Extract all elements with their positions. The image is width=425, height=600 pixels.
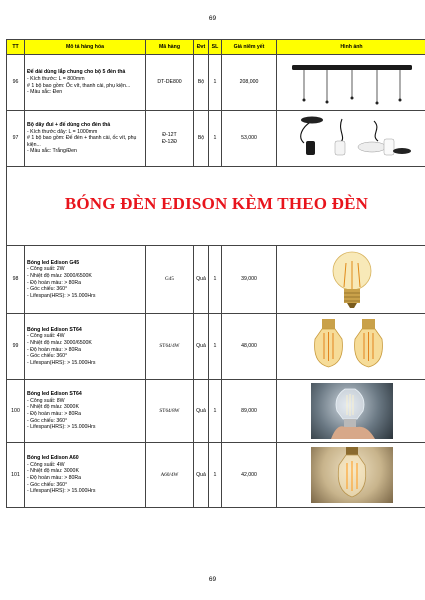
row-spec: - Lifespan(HRS): > 15.000Hrs	[27, 359, 96, 366]
row-title: Để dài dùng lắp chung cho bộ 5 đèn thả	[27, 69, 126, 76]
row-unit: Quả	[194, 443, 209, 508]
row-spec: - Công suất: 4W	[27, 461, 65, 468]
a60-filament-photo-image	[277, 443, 425, 508]
row-qty: 1	[209, 111, 222, 167]
row-code: ST64/8W	[146, 380, 194, 443]
row-qty: 1	[209, 443, 222, 508]
row-unit: Bộ	[194, 111, 209, 167]
row-spec: - Độ hoàn màu: > 80Ra	[27, 279, 82, 286]
header-desc: Mô tả hàng hóa	[25, 40, 146, 55]
table-row	[7, 443, 425, 508]
row-price: 89,000	[222, 380, 277, 443]
page-number-top: 69	[208, 15, 217, 22]
row-title: Bóng led Edison G45	[27, 259, 80, 266]
row-spec: - Lifespan(HRS): > 15.000Hrs	[27, 488, 96, 495]
row-tt: 96	[7, 55, 25, 111]
row-title: Bóng led Edison ST64	[27, 391, 82, 398]
row-tt: 97	[7, 111, 25, 167]
row-spec: # 1 bộ bao gồm: Ốc vít, thanh cài, phụ kiện...	[27, 82, 131, 89]
header-code: Mã hàng	[146, 40, 194, 55]
row-tt: 101	[7, 443, 25, 508]
row-code-2: Đ-12Đ	[162, 138, 177, 145]
row-price: 53,000	[222, 111, 277, 167]
row-spec: # 1 bộ bao gồm: Đế đèn + thanh cài, ốc vít, phụ kiện...	[27, 135, 137, 148]
row-spec: - Màu sắc: Đen	[27, 89, 63, 96]
row-tt: 99	[7, 314, 25, 380]
g45-bulb-image	[277, 246, 425, 314]
row-price: 208,000	[222, 55, 277, 111]
header-unit: Đvt	[194, 40, 209, 55]
row-code: G45	[146, 246, 194, 314]
table-row	[7, 55, 425, 111]
table-row	[7, 314, 425, 380]
row-code: DT-DE800	[146, 55, 194, 111]
row-code: A60/4W	[146, 443, 194, 508]
row-description	[25, 55, 146, 111]
row-spec: - Nhiệt độ màu: 3000K	[27, 404, 79, 411]
row-spec: - Nhiệt độ màu: 3000/6500K	[27, 339, 92, 346]
row-spec: - Công suất: 8W	[27, 397, 65, 404]
row-price: 48,000	[222, 314, 277, 380]
row-unit: Bộ	[194, 55, 209, 111]
row-unit: Quả	[194, 314, 209, 380]
row-tt: 98	[7, 246, 25, 314]
row-qty: 1	[209, 246, 222, 314]
row-spec: - Kích thước: L = 800mm	[27, 75, 85, 82]
header-price: Giá niêm yết	[222, 40, 277, 55]
row-qty: 1	[209, 55, 222, 111]
row-spec: - Góc chiếu: 360°	[27, 353, 68, 360]
row-spec: - Công suất: 4W	[27, 333, 65, 340]
row-tt: 100	[7, 380, 25, 443]
page-number-bottom: 69	[208, 576, 217, 583]
header-tt: TT	[7, 40, 25, 55]
table-header	[7, 40, 425, 55]
row-title: Bộ dây đui + đế dùng cho đèn thả	[27, 122, 111, 129]
row-spec: - Nhiệt độ màu: 3000K	[27, 468, 79, 475]
row-code-1: Đ-12T	[162, 131, 177, 138]
row-code	[146, 111, 194, 167]
row-unit: Quả	[194, 246, 209, 314]
row-spec: - Góc chiếu: 360°	[27, 481, 68, 488]
st64-pair-image	[277, 314, 425, 380]
table-row	[7, 380, 425, 443]
row-description	[25, 314, 146, 380]
header-image: Hình ảnh	[277, 40, 425, 55]
table-row	[7, 246, 425, 314]
row-spec: - Độ hoàn màu: > 80Ra	[27, 475, 82, 481]
row-qty: 1	[209, 314, 222, 380]
row-spec: - Góc chiếu: 360°	[27, 417, 68, 424]
row-title: Bóng led Edison A60	[27, 455, 79, 462]
row-spec: - Công suất: 2W	[27, 266, 65, 273]
section-banner	[7, 167, 425, 246]
row-spec: - Lifespan(HRS): > 15.000Hrs	[27, 424, 96, 431]
product-table	[6, 39, 425, 508]
row-spec: - Nhiệt độ màu: 3000/6500K	[27, 272, 92, 279]
hand-bulb-photo-image	[277, 380, 425, 443]
row-price: 39,000	[222, 246, 277, 314]
row-title: Bóng led Edison ST64	[27, 326, 82, 333]
black-pendant-bar-image	[277, 55, 425, 111]
row-spec: - Lifespan(HRS): > 15.000Hrs	[27, 292, 96, 299]
table-row	[7, 111, 425, 167]
row-qty: 1	[209, 380, 222, 443]
row-description	[25, 380, 146, 443]
row-code: ST64/4W	[146, 314, 194, 380]
row-price: 42,000	[222, 443, 277, 508]
row-description	[25, 111, 146, 167]
row-description	[25, 246, 146, 314]
row-spec: - Góc chiếu: 360°	[27, 286, 68, 293]
socket-cord-set-image	[277, 111, 425, 167]
row-unit: Quả	[194, 380, 209, 443]
row-spec: - Kích thước dây: L = 1000mm	[27, 128, 98, 135]
row-spec: - Độ hoàn màu: > 80Ra	[27, 346, 82, 353]
banner-title: BÓNG ĐÈN EDISON KÈM THEO ĐÈN	[64, 193, 369, 213]
row-spec: - Độ hoàn màu: > 80Ra	[27, 411, 82, 417]
row-description	[25, 443, 146, 508]
header-qty: SL	[209, 40, 222, 55]
row-spec: - Màu sắc: Trắng/Đen	[27, 148, 77, 155]
